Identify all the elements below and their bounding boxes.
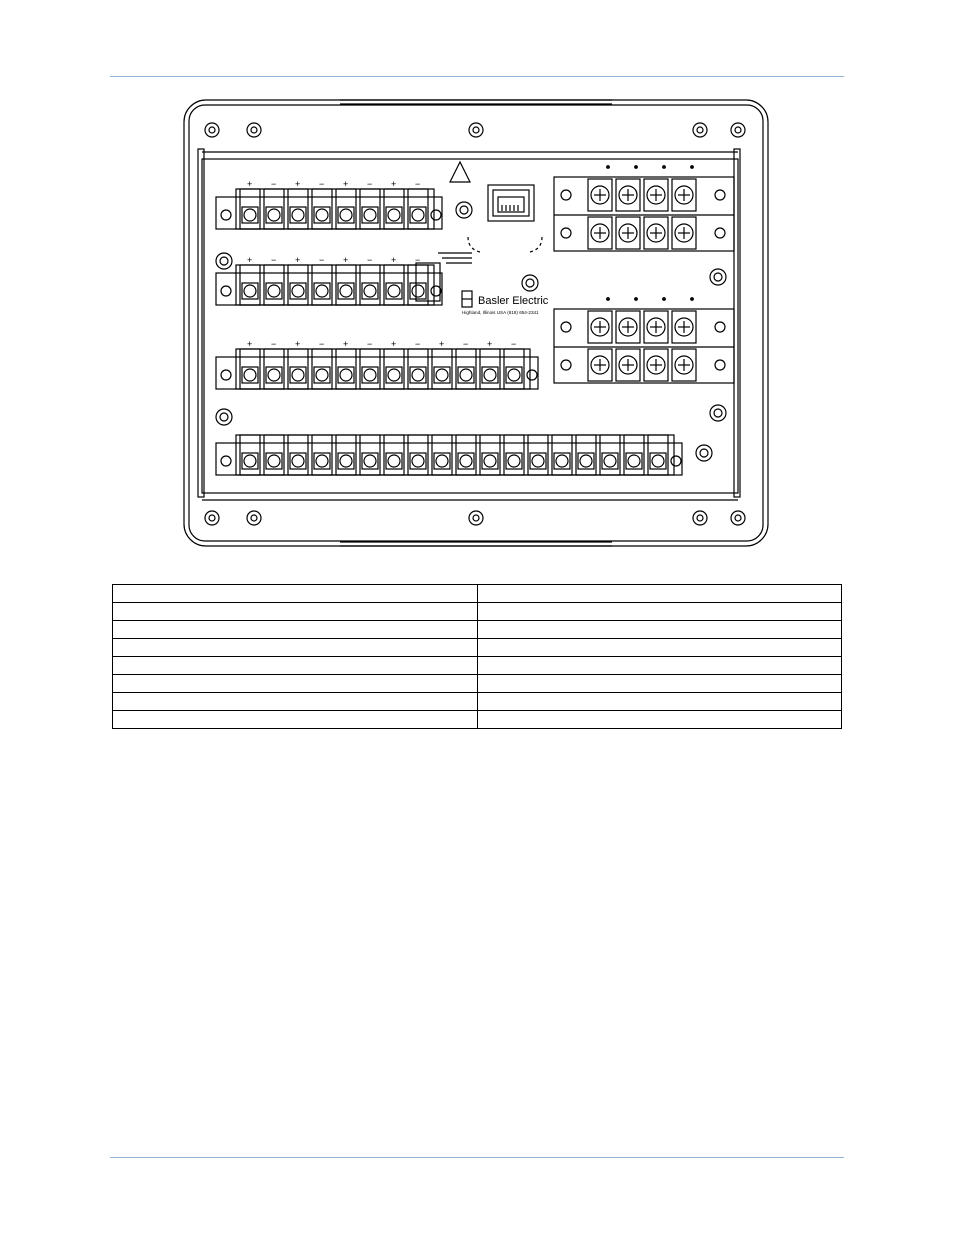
terminal-screw-icon	[240, 349, 260, 389]
plus-screw-icon	[616, 349, 640, 381]
terminal-screw-icon	[312, 349, 332, 389]
table-row	[113, 603, 842, 621]
polarity-mark: −	[319, 339, 325, 349]
ground-icon	[416, 253, 472, 301]
screw-icon	[731, 123, 745, 137]
table-cell	[113, 603, 478, 621]
polarity-mark: +	[343, 179, 349, 189]
terminal-screw-icon	[408, 349, 428, 389]
standoff-icon	[696, 445, 712, 461]
plus-screw-icon	[672, 217, 696, 249]
table-row	[113, 657, 842, 675]
plus-screw-icon	[588, 179, 612, 211]
table-cell	[477, 711, 842, 729]
terminal-screw-icon	[384, 435, 404, 475]
terminal-screw-icon	[480, 349, 500, 389]
polarity-mark: +	[487, 339, 493, 349]
table-cell	[113, 639, 478, 657]
terminal-screw-icon	[312, 265, 332, 305]
table-cell	[477, 621, 842, 639]
screw-icon	[205, 511, 219, 525]
plus-screw-icon	[644, 217, 668, 249]
table-row	[113, 585, 842, 603]
screw-icon	[469, 511, 483, 525]
plus-screw-icon	[616, 217, 640, 249]
plus-screw-icon	[616, 311, 640, 343]
standoff-icon	[710, 405, 726, 421]
terminal-screw-icon	[600, 435, 620, 475]
table-cell	[477, 585, 842, 603]
terminal-screw-icon	[432, 435, 452, 475]
terminal-screw-icon	[288, 349, 308, 389]
terminal-screw-icon	[240, 189, 260, 229]
polarity-mark: +	[247, 255, 253, 265]
chassis-inner	[189, 105, 763, 541]
polarity-mark: −	[415, 179, 421, 189]
terminal-screw-icon	[576, 435, 596, 475]
standoff-icon	[216, 253, 232, 269]
terminal-screw-icon	[528, 435, 548, 475]
table-row	[113, 639, 842, 657]
plus-screw-icon	[672, 311, 696, 343]
table-cell	[477, 693, 842, 711]
terminal-screw-icon	[384, 189, 404, 229]
terminal-screw-icon	[408, 189, 428, 229]
table-cell	[113, 621, 478, 639]
warning-triangle-icon	[450, 162, 470, 182]
terminal-screw-icon	[360, 189, 380, 229]
polarity-mark: −	[367, 179, 373, 189]
table-row	[113, 621, 842, 639]
terminal-screw-icon	[336, 265, 356, 305]
polarity-mark: +	[247, 179, 253, 189]
terminal-screw-icon	[240, 435, 260, 475]
terminal-screw-icon	[384, 349, 404, 389]
terminal-screw-icon	[408, 265, 428, 305]
polarity-mark: −	[415, 339, 421, 349]
terminal-screw-icon	[288, 265, 308, 305]
polarity-mark: −	[319, 179, 325, 189]
screw-icon	[247, 511, 261, 525]
terminal-screw-icon	[312, 189, 332, 229]
screw-icon	[205, 123, 219, 137]
terminal-strip	[216, 255, 442, 305]
logo-brand: Basler Electric	[478, 295, 549, 307]
polarity-mark: +	[391, 179, 397, 189]
table-cell	[113, 711, 478, 729]
terminal-screw-icon	[360, 435, 380, 475]
polarity-mark: +	[439, 339, 445, 349]
polarity-mark: +	[247, 339, 253, 349]
blank-table	[112, 584, 842, 729]
terminal-screw-icon	[504, 349, 524, 389]
table-cell	[113, 657, 478, 675]
plus-screw-icon	[672, 179, 696, 211]
screw-icon	[247, 123, 261, 137]
terminal-screw-icon	[288, 189, 308, 229]
terminal-screw-icon	[552, 435, 572, 475]
current-input-block	[554, 298, 734, 383]
plus-screw-icon	[644, 349, 668, 381]
terminal-screw-icon	[624, 435, 644, 475]
table-cell	[477, 639, 842, 657]
terminal-strip	[216, 339, 538, 389]
standoff-icon	[522, 275, 538, 291]
chassis-outline	[184, 100, 768, 546]
terminal-screw-icon	[504, 435, 524, 475]
plus-screw-icon	[588, 311, 612, 343]
polarity-mark: −	[511, 339, 517, 349]
plus-screw-icon	[672, 349, 696, 381]
terminal-screw-icon	[456, 435, 476, 475]
table-cell	[477, 657, 842, 675]
polarity-mark: +	[343, 339, 349, 349]
table-row	[113, 675, 842, 693]
standoff-icon	[456, 202, 472, 218]
terminal-screw-icon	[360, 265, 380, 305]
screw-icon	[731, 511, 745, 525]
table-cell	[113, 585, 478, 603]
plus-screw-icon	[616, 179, 640, 211]
terminal-screw-icon	[264, 349, 284, 389]
polarity-mark: +	[295, 179, 301, 189]
terminal-screw-icon	[240, 265, 260, 305]
terminal-strip	[216, 435, 682, 475]
terminal-screw-icon	[480, 435, 500, 475]
polarity-mark: −	[463, 339, 469, 349]
basler-logo	[462, 291, 549, 315]
table-cell	[113, 675, 478, 693]
footer-rule	[110, 1157, 844, 1158]
table-row	[113, 693, 842, 711]
polarity-mark: +	[391, 339, 397, 349]
screw-icon	[469, 123, 483, 137]
terminal-screw-icon	[384, 265, 404, 305]
table-cell	[113, 693, 478, 711]
table-row	[113, 711, 842, 729]
terminal-screw-icon	[432, 349, 452, 389]
polarity-mark: −	[271, 339, 277, 349]
polarity-mark: +	[295, 255, 301, 265]
terminal-screw-icon	[456, 349, 476, 389]
polarity-mark: −	[271, 179, 277, 189]
terminal-screw-icon	[648, 435, 668, 475]
terminal-screw-icon	[264, 189, 284, 229]
polarity-mark: +	[343, 255, 349, 265]
terminal-screw-icon	[360, 349, 380, 389]
screw-icon	[693, 511, 707, 525]
terminal-screw-icon	[312, 435, 332, 475]
polarity-mark: −	[367, 255, 373, 265]
polarity-mark: −	[319, 255, 325, 265]
terminal-screw-icon	[336, 435, 356, 475]
polarity-mark: −	[415, 255, 421, 265]
ethernet-port-icon	[468, 185, 542, 252]
terminal-screw-icon	[288, 435, 308, 475]
polarity-mark: −	[271, 255, 277, 265]
standoff-icon	[216, 409, 232, 425]
plus-screw-icon	[588, 217, 612, 249]
header-rule	[110, 76, 844, 77]
rear-panel-drawing	[180, 97, 772, 549]
terminal-screw-icon	[264, 265, 284, 305]
polarity-mark: +	[295, 339, 301, 349]
terminal-screw-icon	[264, 435, 284, 475]
logo-address: Highland, Illinois USA (618) 654-2341	[462, 310, 539, 315]
plus-screw-icon	[644, 311, 668, 343]
polarity-mark: −	[367, 339, 373, 349]
table-cell	[477, 675, 842, 693]
standoff-icon	[710, 269, 726, 285]
current-input-block	[554, 166, 734, 251]
terminal-screw-icon	[408, 435, 428, 475]
table-cell	[477, 603, 842, 621]
screw-icon	[693, 123, 707, 137]
terminal-screw-icon	[336, 189, 356, 229]
plus-screw-icon	[644, 179, 668, 211]
terminal-screw-icon	[336, 349, 356, 389]
plus-screw-icon	[588, 349, 612, 381]
terminal-strip	[216, 179, 442, 229]
polarity-mark: +	[391, 255, 397, 265]
